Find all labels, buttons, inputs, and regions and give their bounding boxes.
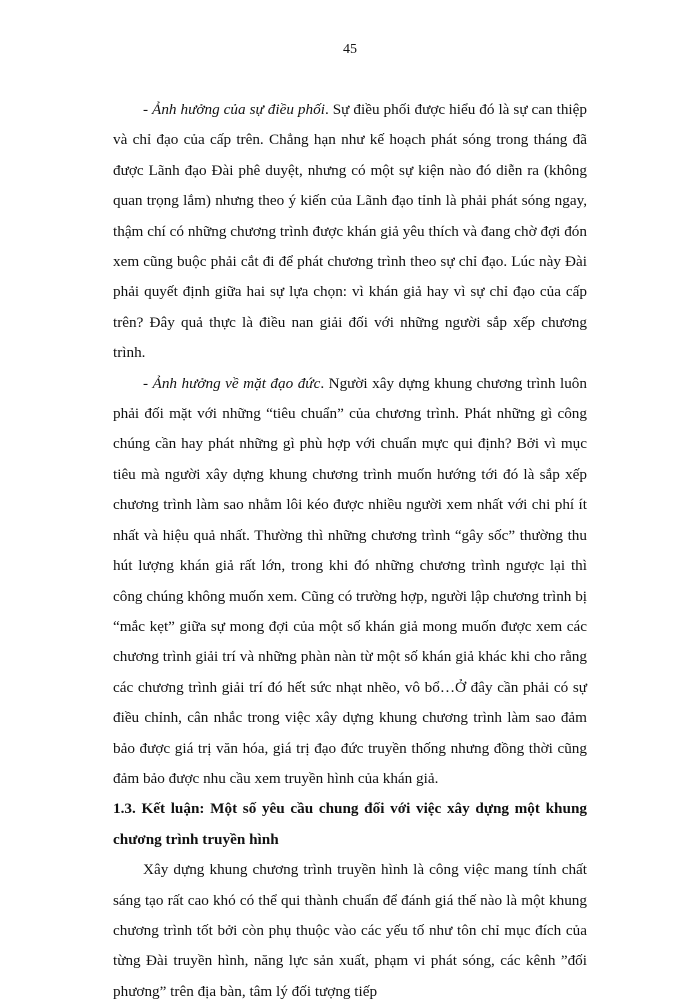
- paragraph-ethics-text: . Người xây dựng khung chương trình luôn phải đối mặt với những “tiêu chuẩn” của chương trình. Phát những gì công chúng cần hay phát những gì phù hợp với chuẩn mực qui định? Bởi vì mục tiêu mà người xây dựng khung chương trình muốn hướng tới đó là sắp xếp chương trình làm sao nhằm lôi kéo được nhiều người xem nhất với chi phí ít nhất và hiệu quả nhất. Thường thì những chương trình “gây sốc” thường thu hút lượng khán giả rất lớn, trong khi đó những chương trình ngược lại thì công chúng không muốn xem. Cũng có trường hợp, người lập chương trình bị “mắc kẹt” giữa sự mong đợi của một số khán giả mong muốn được xem các chương trình giải trí và những phàn nàn từ một số khán giả khác khi cho rằng các chương trình giải trí đó hết sức nhạt nhẽo, vô bổ…Ở đây cần phải có sự điều chỉnh, cân nhắc trong việc xây dựng khung chương trình làm sao đảm bảo được giá trị văn hóa, giá trị đạo đức truyền thống nhưng đồng thời cũng đảm bảo được nhu cầu xem truyền hình của khán giả.: [113, 374, 588, 787]
- paragraph-coordination: [113, 95, 587, 369]
- paragraph-coordination-lead: - Ảnh hưởng của sự điều phối: [143, 101, 325, 118]
- section-heading: 1.3. Kết luận: Một số yêu cầu chung đối với việc xây dựng một khung chương trình truyền hình: [113, 800, 587, 848]
- page-number: 45: [343, 42, 357, 57]
- paragraph-ethics-lead: - Ảnh hưởng về mặt đạo đức: [143, 374, 321, 392]
- paragraph-ethics: [113, 369, 587, 795]
- document-body: [113, 95, 587, 1007]
- paragraph-conclusion: Xây dựng khung chương trình truyền hình là công việc mang tính chất sáng tạo rất cao khó có thể qui thành chuẩn để đánh giá thế nào là một khung chương trình tốt bởi còn phụ thuộc vào các yếu tố như tôn chỉ mục đích của từng Đài truyền hình, năng lực sản xuất, phạm vi phát sóng, các kênh ”đối phương” trên địa bàn, tâm lý đối tượng tiếp: [113, 861, 587, 1000]
- paragraph-coordination-text: . Sự điều phối được hiểu đó là sự can thiệp và chỉ đạo của cấp trên. Chẳng hạn như kế hoạch phát sóng trong tháng đã được Lãnh đạo Đài phê duyệt, nhưng có một sự kiện nào đó diễn ra (không quan trọng lắm) nhưng theo ý kiến của Lãnh đạo tỉnh là phải phát sóng ngay, thậm chí có những chương trình được khán giả yêu thích và đang chờ đợi đón xem cũng buộc phải cắt đi để phát chương trình theo sự chỉ đạo. Lúc này Đài phải quyết định giữa hai sự lựa chọn: vì khán giả hay vì sự chỉ đạo của cấp trên? Đây quả thực là điều nan giải đối với những người sắp xếp chương trình.: [113, 101, 587, 362]
